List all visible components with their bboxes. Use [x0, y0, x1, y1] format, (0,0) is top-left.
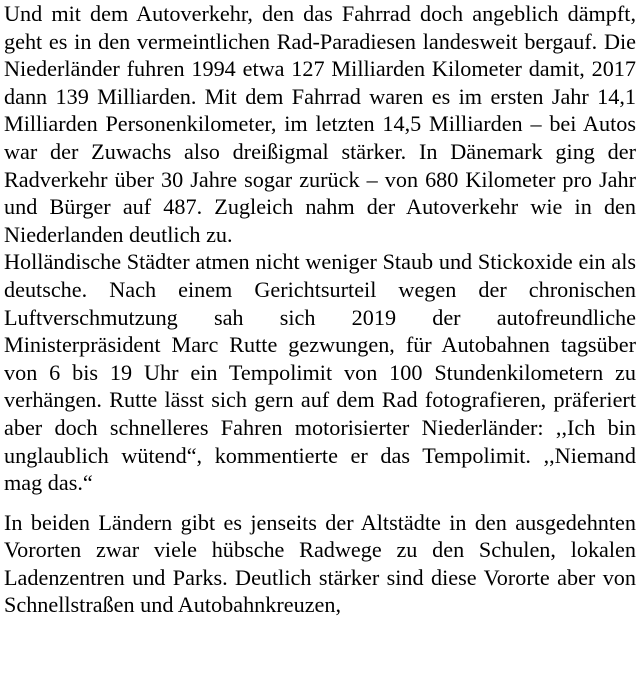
paragraph-air-pollution: Holländische Städter atmen nicht weniger Staub und Stickoxide ein als deutsche. Nach einem Gerichtsurteil wegen der chronischen Luftverschmutzung sah sich 2019 der autofreundliche Ministerpräsident Marc Rutte gezwungen, für Autobahnen tagsüber von 6 bis 19 Uhr ein Tempolimit von 100 Stundenkilometern zu verhängen. Rutte lässt sich gern auf dem Rad fotografieren, präferiert aber doch schnelleres Fahren motorisierter Niederländer: ,,Ich bin unglaublich wütend“, kommentierte er das Tempolimit. ,,Niemand mag das.“ [4, 249, 636, 496]
paragraph-traffic-growth: Und mit dem Autoverkehr, den das Fahrrad doch angeblich dämpft, geht es in den vermeintlichen Rad-Paradiesen landesweit bergauf. Die Niederländer fuhren 1994 etwa 127 Milliarden Kilometer damit, 2017 dann 139 Milliarden. Mit dem Fahrrad waren es im ersten Jahr 14,1 Milliarden Personenkilometer, im letzten 14,5 Milliarden – bei Autos war der Zuwachs also dreißigmal stärker. In Dänemark ging der Radverkehr über 30 Jahre sogar zurück – von 680 Kilometer pro Jahr und Bürger auf 487. Zugleich nahm der Autoverkehr wie in den Niederlanden deutlich zu. [4, 1, 636, 247]
paragraph-suburbs: In beiden Ländern gibt es jenseits der Altstädte in den ausgedehnten Vororten zwar viele hübsche Radwege zu den Schulen, lokalen Ladenzentren und Parks. Deutlich stärker sind diese Vororte aber von Schnellstraßen und Autobahnkreuzen, [4, 509, 636, 618]
